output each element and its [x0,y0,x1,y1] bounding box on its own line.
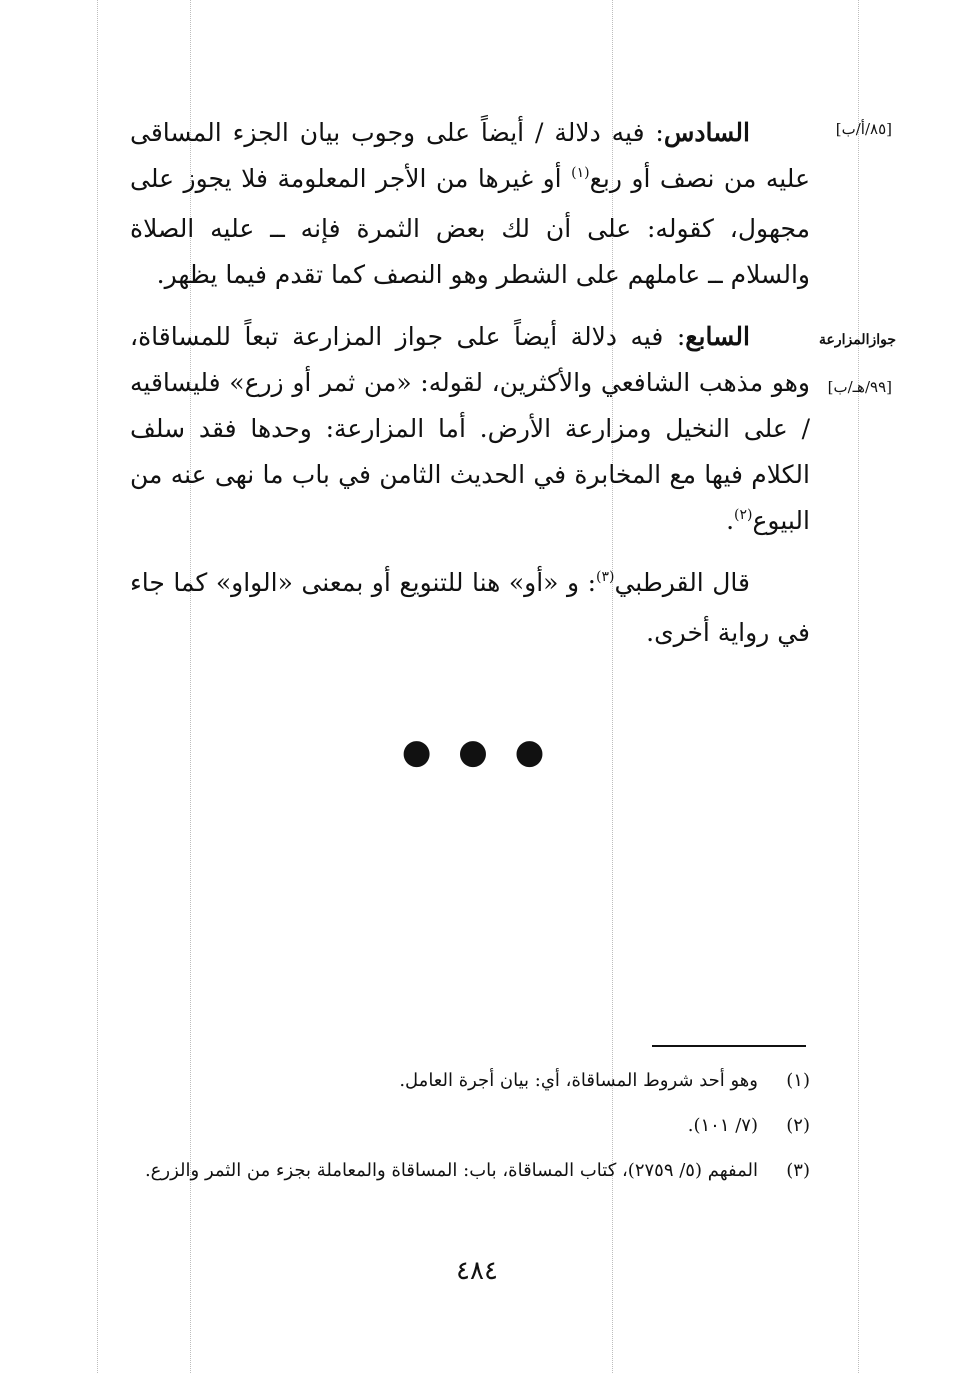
paragraph-sixth [130,110,810,298]
paragraph-heading: السابع [685,322,750,351]
section-separator: ● ● ● [401,732,553,772]
paragraph-text: أو غيرها من الأجر المعلومة فلا يجوز على مجهول، كقوله: على أن لك بعض الثمرة فإنه ــ عليه الصلاة والسلام ــ عاملهم على الشطر وهو النصف كما تقدم فيما يظهر. [130,164,810,289]
paragraph-text: : و «أو» هنا للتنويع أو بمعنى «الواو» كما جاء في رواية أخرى. [130,568,810,647]
guide-line [97,0,98,1373]
paragraph-text: قال القرطبي [614,568,750,597]
footnote-text: المفهم (٥/ ٢٧٥٩)، كتاب المساقاة، باب: المساقاة والمعاملة بجزء من الثمر والزرع. [144,1160,758,1181]
margin-ref-top: [٨٥/أ/ب] [835,120,892,138]
margin-ref-mid: [٩٩/هـ/ب] [827,378,892,396]
footnote-item [130,1148,810,1193]
paragraph-heading: السادس [663,118,750,147]
footnote-item [130,1103,810,1148]
margin-topic-muzaraa: جوازالمزارعة [818,332,896,348]
page-number: ٤٨٤ [456,1256,498,1286]
guide-line [858,0,859,1373]
footnotes [130,1058,810,1193]
main-text [130,110,810,656]
footnote-marker: (٣) [596,569,615,585]
footnote-item [130,1058,810,1103]
footnote-number: (٣) [786,1160,810,1181]
footnote-number: (٢) [786,1115,810,1136]
footnote-marker: (١) [571,165,590,181]
footnote-marker: (٢) [734,507,753,523]
paragraph-qurtubi [130,560,810,656]
paragraph-seventh [130,314,810,548]
footnote-text: (٧/ ١٠١). [687,1115,758,1136]
paragraph-text: . [726,506,735,535]
paragraph-text: : فيه دلالة أيضاً على جواز المزارعة تبعاً للمساقاة، وهو مذهب الشافعي والأكثرين، لقوله: «من ثمر أو زرع» فليساقيه / على النخيل ومزارعة الأرض. أما المزارعة: وحدها فقد سلف الكلام فيها مع المخابرة في الحديث الثامن في باب ما نهى عنه من البيوع [130,322,810,535]
paragraph-text: : فيه دلالة / أيضاً على وجوب بيان الجزء المساقى عليه من نصف أو ربع [130,118,810,193]
footnote-text: وهو أحد شروط المساقاة، أي: بيان أجرة العامل. [399,1070,758,1091]
footnote-divider [652,1045,806,1047]
footnote-number: (١) [786,1070,810,1091]
